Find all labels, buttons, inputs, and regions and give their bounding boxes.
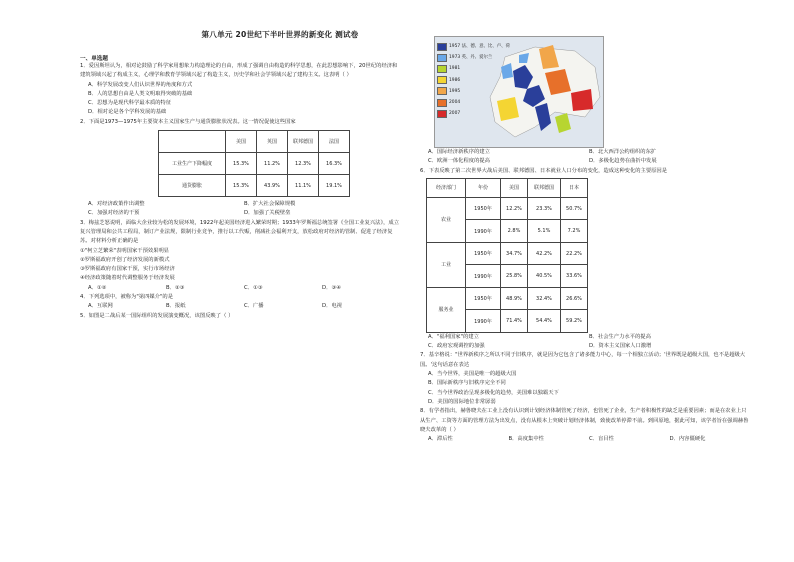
q2-header-cell: 法国: [319, 131, 350, 153]
q2-option-b[interactable]: B．扩大社会保障规模: [244, 201, 296, 208]
q7-option-a[interactable]: A．当今世界，美国是唯一的超级大国: [428, 371, 517, 378]
q6-table-cell: 59.2%: [561, 310, 588, 333]
q5-option-a[interactable]: A．国际经济新秩序的建立: [428, 149, 490, 155]
q6-table-cell: 5.1%: [528, 220, 561, 243]
q3-option-c[interactable]: C．①③: [244, 284, 263, 291]
q6-options-row: [420, 342, 750, 351]
q2-table: [158, 130, 350, 197]
q2-option-d[interactable]: D．加强了关税壁垒: [244, 210, 291, 217]
q2-header-cell: 英国: [257, 131, 288, 153]
q6-table: [426, 178, 588, 333]
q5-option-c[interactable]: C．欧洲一体化程度的提高: [428, 158, 490, 165]
legend-label: 2007: [449, 111, 461, 117]
q7-option-d[interactable]: D．美国的国际地位非常孱弱: [428, 398, 496, 405]
q6-option-c[interactable]: C．政府宏观调控的加强: [428, 343, 485, 350]
q8-option-d[interactable]: D．内容僵硬化: [669, 436, 706, 443]
legend-swatch: [437, 54, 447, 62]
q6-header-cell: 联邦德国: [528, 178, 561, 197]
question-8-stem: 8．有学者指出，赫鲁晓夫在工业上没有认识到计划经济体制管死了经济，也管死了企业，生产者积极性的缺乏是重要因素；而是在农业上只从生产、工资等方面的管理方法为出发点，没有从根本上突破计划经济体制，致使改革停滞不前。到回原地，据此可知，该学者旨在强调赫鲁晓夫改革的（ ）: [420, 408, 749, 433]
q4-options-row: [80, 302, 400, 311]
q6-table-cell: 7.2%: [561, 220, 588, 243]
q1-option-c[interactable]: C．思想为是现代科学最本质的特征: [88, 100, 172, 107]
right-column: [420, 36, 750, 444]
q3-statement: ②罗斯福政府开创了经济发展的新模式: [80, 256, 170, 263]
q6-header-cell: 美国: [501, 178, 528, 197]
section-heading: 一、单选题: [80, 56, 108, 62]
q2-table-cell: 15.3%: [226, 175, 257, 197]
legend-swatch: [437, 99, 447, 107]
q6-table-cell: 26.6%: [561, 287, 588, 310]
page-title: 第八单元 20世纪下半叶世界的新变化 测试卷: [201, 30, 359, 39]
q4-option-a[interactable]: A．互联网: [88, 303, 113, 310]
legend-item: [437, 97, 510, 108]
q6-header-cell: 经济部门: [427, 178, 466, 197]
q6-sector-cell: 服务业: [427, 287, 466, 332]
legend-label: 1973 英、丹、爱尔兰: [449, 55, 493, 61]
map-legend: [437, 41, 510, 119]
q6-table-cell: 1950年: [466, 197, 501, 220]
q2-table-cell: 43.9%: [257, 175, 288, 197]
q5-option-b[interactable]: B．北大西洋公约组织的东扩: [589, 149, 657, 155]
q6-table-cell: 32.4%: [528, 287, 561, 310]
legend-item: [437, 41, 510, 52]
q2-options-row: [80, 209, 400, 218]
legend-label: 1957 法、德、意、比、卢、荷: [449, 44, 510, 49]
legend-swatch: [437, 43, 447, 51]
eu-enlargement-map: [434, 36, 604, 148]
q6-table-cell: 22.2%: [561, 242, 588, 265]
q6-table-cell: 40.5%: [528, 265, 561, 288]
q4-option-b[interactable]: B．报纸: [166, 303, 186, 310]
q6-header-cell: 年份: [466, 178, 501, 197]
legend-swatch: [437, 65, 447, 73]
q6-table-cell: 34.7%: [501, 242, 528, 265]
q6-table-cell: 1990年: [466, 220, 501, 243]
q3-statement: ③罗斯福政府有国家干预，实行市场经济: [80, 266, 175, 273]
q6-table-cell: 25.8%: [501, 265, 528, 288]
q5-options-row: [420, 157, 750, 166]
q8-option-c[interactable]: C．盲目性: [589, 436, 614, 443]
legend-item: [437, 63, 510, 74]
q3-statement: ①"柯立芝繁荣"表明国家干预效果明显: [80, 247, 170, 254]
q5-options-row: [420, 148, 750, 157]
q6-table-cell: 1950年: [466, 242, 501, 265]
q6-option-d[interactable]: D．资本主义国家人口激增: [589, 343, 652, 350]
q6-sector-cell: 工业: [427, 242, 466, 287]
question-7-stem: 7．基辛格说："世界新秩序之所以不同于旧秩序，就是因为它包含了诸多能力中心，每一个相独立活动；'世界既是超级大国，也不是超级大国。'这句话意在表达: [420, 352, 746, 368]
q3-option-a[interactable]: A．①②: [88, 284, 107, 291]
question-4-stem: 4．下列选项中，被称为"第四媒介"的是: [80, 294, 173, 301]
q2-table-cell: 16.3%: [319, 153, 350, 175]
q7-option-c[interactable]: C．当今世界政治呈现多极化的趋势，美国难以独霸天下: [428, 389, 559, 396]
legend-swatch: [437, 76, 447, 84]
q2-table-cell: 工业生产下降幅度: [159, 153, 226, 175]
q6-option-b[interactable]: B．社会生产力水平的提高: [589, 333, 651, 340]
q3-option-d[interactable]: D．③④: [322, 284, 341, 291]
q2-header-cell: 联邦德国: [288, 131, 319, 153]
q2-table-cell: 11.1%: [288, 175, 319, 197]
q6-table-cell: 50.7%: [561, 197, 588, 220]
q5-option-d[interactable]: D．多极化趋势在曲折中发展: [589, 158, 657, 165]
q2-table-cell: 12.3%: [288, 153, 319, 175]
q2-option-a[interactable]: A．对经济政策作出调整: [88, 201, 145, 208]
q1-option-d[interactable]: D．相对论是各个学科发展的基础: [88, 109, 167, 116]
q8-option-b[interactable]: B．高度集中性: [508, 436, 544, 443]
legend-item: [437, 75, 510, 86]
legend-item: [437, 52, 510, 63]
question-1-stem: 1．爱因斯坦认为，相对论鼓励了科学家用想象力构造理论的自由，形成了强调自由构造的科学思想，在此思想影响下，20世纪的经济和建筑领域兴起了构成主义，心理学和教育学领域兴起了构造主义，历史学和社会学领域兴起了建构主义。这表明（ ）: [80, 63, 398, 79]
left-column: [80, 54, 400, 321]
q8-option-a[interactable]: A．滞后性: [428, 436, 453, 443]
q4-option-d[interactable]: D．电视: [322, 303, 342, 310]
q2-header-cell: 美国: [226, 131, 257, 153]
q8-options-row: [420, 435, 750, 444]
q2-table-cell: 11.2%: [257, 153, 288, 175]
q6-table-cell: 2.8%: [501, 220, 528, 243]
q3-statement: ④经济政策随着时代调整服务于经济发展: [80, 275, 175, 282]
legend-item: [437, 86, 510, 97]
q7-option-b[interactable]: B．国际新秩序与旧秩序完全不同: [428, 380, 506, 387]
q2-table-cell: 15.3%: [226, 153, 257, 175]
q6-header-cell: 日本: [561, 178, 588, 197]
q6-table-cell: 1990年: [466, 310, 501, 333]
q3-options-row: [80, 284, 400, 293]
legend-swatch: [437, 87, 447, 95]
question-5-stem: 5．如图是二战后某一国际组织的发展演变概况，该图反映了（ ）: [80, 312, 234, 319]
q6-option-a[interactable]: A．"福利国家"的建立: [428, 333, 479, 340]
question-6-stem: 6．下表反映了第二次世界大战后美国、联邦德国、日本就业人口分布的变化，造成这种变化的主要原因是: [420, 167, 668, 174]
q6-table-cell: 23.3%: [528, 197, 561, 220]
q6-table-cell: 33.6%: [561, 265, 588, 288]
q2-option-c[interactable]: C．加强对经济的干预: [88, 210, 140, 217]
legend-label: 1995: [449, 88, 461, 94]
q2-header-cell: [159, 131, 226, 153]
question-2-stem: 2．下面是1973—1975年主要资本主义国家生产与通货膨胀状况表。这一情况促使这些国家: [80, 118, 296, 125]
q6-sector-cell: 农业: [427, 197, 466, 242]
legend-label: 1986: [449, 77, 461, 83]
legend-item: [437, 108, 510, 119]
q6-table-cell: 48.9%: [501, 287, 528, 310]
q6-table-cell: 71.4%: [501, 310, 528, 333]
q3-option-b[interactable]: B．②③: [166, 284, 185, 291]
q1-option-a[interactable]: A．科学发展改变人们认识世界的角度和方式: [88, 81, 193, 88]
legend-swatch: [437, 110, 447, 118]
q2-options-row: [80, 200, 400, 209]
q6-table-cell: 1990年: [466, 265, 501, 288]
q1-option-b[interactable]: B．人的思想自由是人类文明取得突破的基础: [88, 90, 193, 97]
q6-table-cell: 1950年: [466, 287, 501, 310]
q2-table-cell: 19.1%: [319, 175, 350, 197]
q4-option-c[interactable]: C．广播: [244, 303, 264, 310]
q6-table-cell: 12.2%: [501, 197, 528, 220]
legend-label: 2004: [449, 100, 461, 106]
legend-label: 1981: [449, 66, 461, 72]
question-3-stem: 3．梅兹芝怒说明，面临大企业较为松的发展环境，1922年起美国经济进入繁荣时期；1933年罗斯福总统签署《全国工业复兴法》，成立复兴管理局和公共工程局，制订产业法规，限制行业竞争，推行以工代赈，削减社会福利开支，放松政府对经济的管制、促进了经济复苏。对材料分析正确的是: [80, 219, 400, 245]
q6-table-cell: 42.2%: [528, 242, 561, 265]
q6-options-row: [420, 333, 750, 342]
q2-table-cell: 通货膨胀: [159, 175, 226, 197]
q6-table-cell: 54.4%: [528, 310, 561, 333]
